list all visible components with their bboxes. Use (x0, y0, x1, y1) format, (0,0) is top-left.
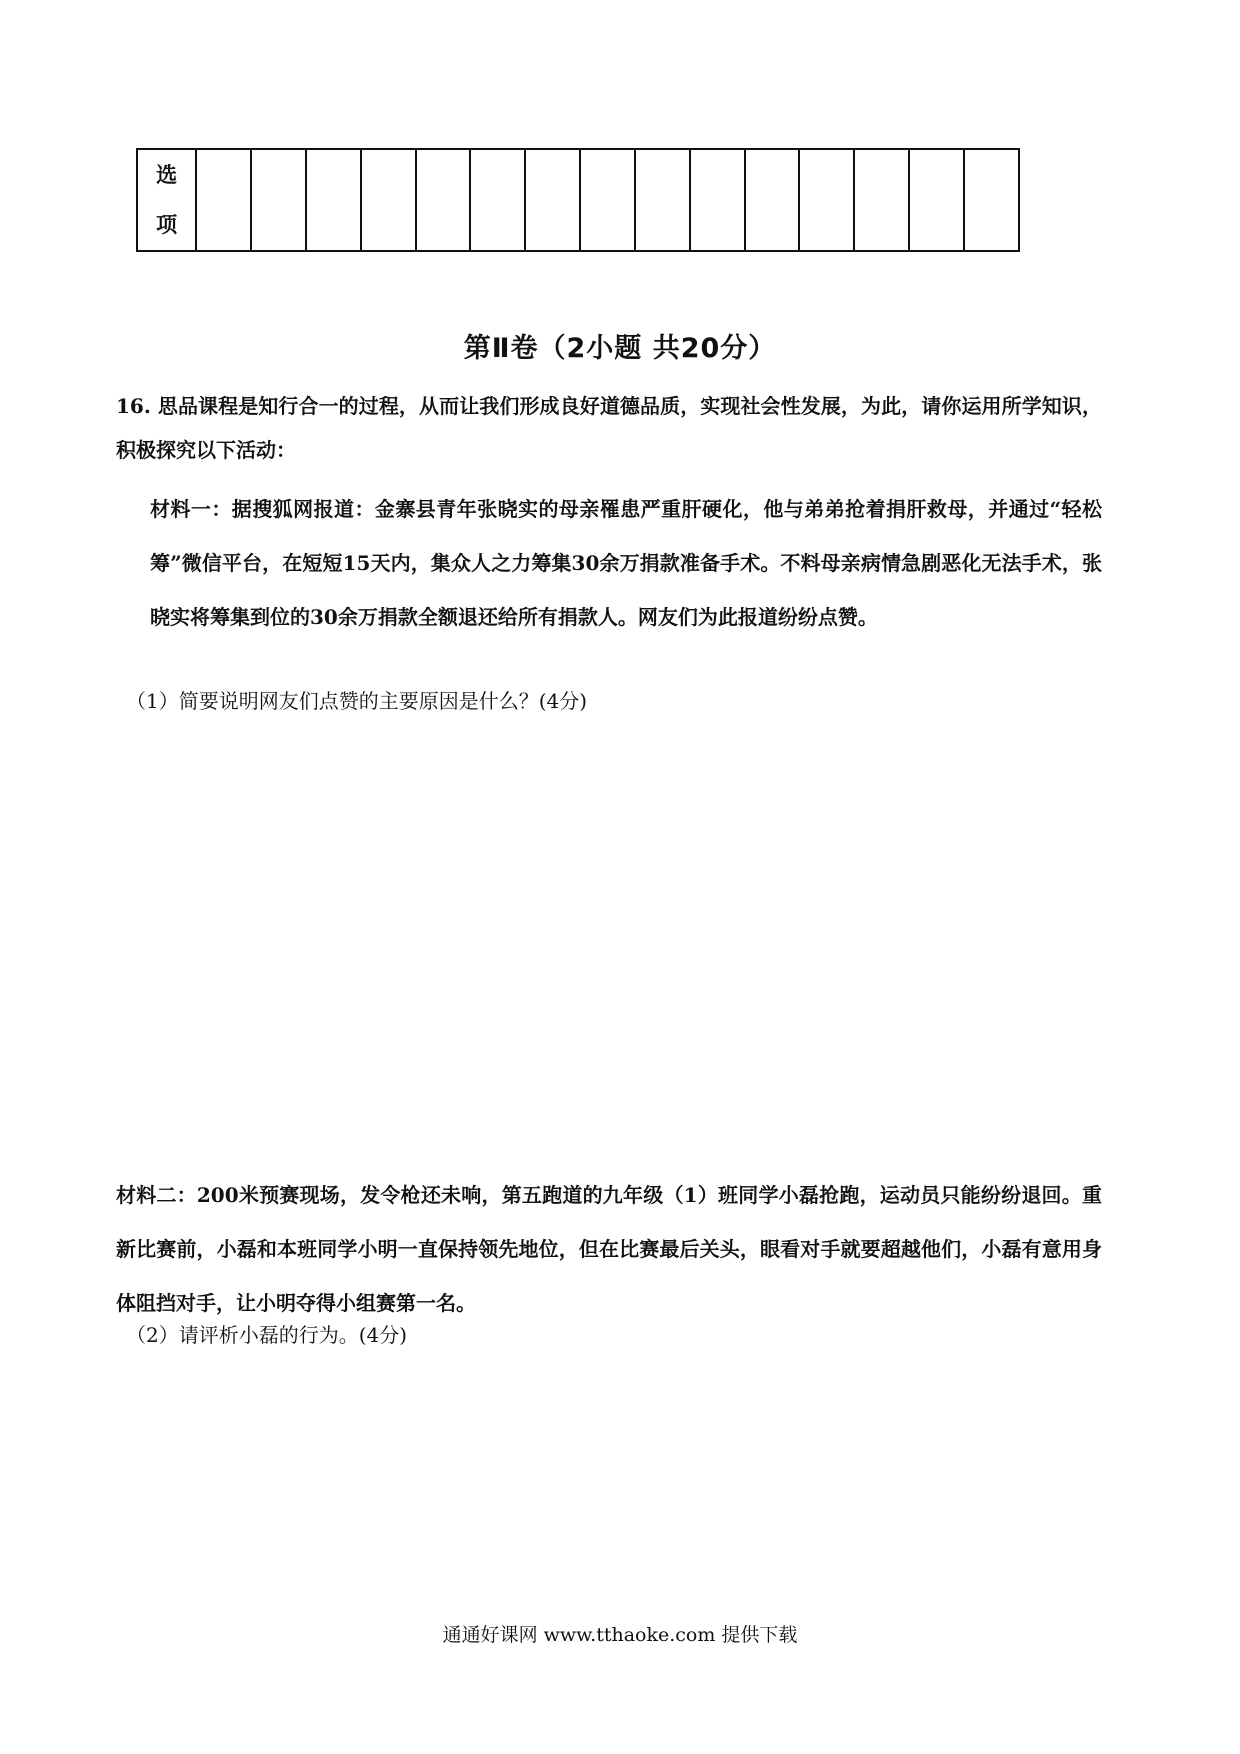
answer-cell[interactable] (635, 149, 690, 251)
answer-cell[interactable] (690, 149, 745, 251)
options-label-char-2: 项 (156, 212, 178, 237)
answer-cell[interactable] (361, 149, 416, 251)
answer-cell[interactable] (745, 149, 800, 251)
material-two: 材料二：200米预赛现场，发令枪还未响，第五跑道的九年级（1）班同学小磊抢跑，运动员只能纷纷退回。重新比赛前，小磊和本班同学小明一直保持领先地位，但在比赛最后关头，眼看对手就要超越他们，小磊有意用身体阻挡对手，让小明夺得小组赛第一名。 (116, 1183, 1102, 1315)
answer-cell[interactable] (854, 149, 909, 251)
answer-cell[interactable] (196, 149, 251, 251)
answer-cell[interactable] (525, 149, 580, 251)
sub-question-2: （2）请评析小磊的行为。(4分) (126, 1323, 408, 1347)
answer-cell[interactable] (251, 149, 306, 251)
section-title: 第Ⅱ卷（2小题 共20分） (463, 333, 777, 364)
answer-cell[interactable] (799, 149, 854, 251)
answer-cell[interactable] (470, 149, 525, 251)
answer-cell[interactable] (306, 149, 361, 251)
answer-row (137, 149, 1019, 251)
answer-cell[interactable] (416, 149, 471, 251)
answer-table (136, 148, 1020, 252)
question-16-intro: 16. 思品课程是知行合一的过程，从而让我们形成良好道德品质，实现社会性发展，为此，请你运用所学知识，积极探究以下活动： (116, 394, 1102, 462)
footer-source: 通通好课网 www.tthaoke.com 提供下载 (442, 1624, 798, 1646)
answer-cell[interactable] (964, 149, 1019, 251)
options-label-cell (137, 149, 196, 251)
answer-cell[interactable] (909, 149, 964, 251)
sub-question-1: （1）简要说明网友们点赞的主要原因是什么？(4分) (126, 689, 588, 713)
material-one: 材料一：据搜狐网报道：金寨县青年张晓实的母亲罹患严重肝硬化，他与弟弟抢着捐肝救母，并通过“轻松筹”微信平台，在短短15天内，集众人之力筹集30余万捐款准备手术。不料母亲病情急剧恶化无法手术，张晓实将筹集到位的30余万捐款全额退还给所有捐款人。网友们为此报道纷纷点赞。 (150, 497, 1102, 629)
options-label-char-1: 选 (156, 162, 178, 187)
answer-cell[interactable] (580, 149, 635, 251)
